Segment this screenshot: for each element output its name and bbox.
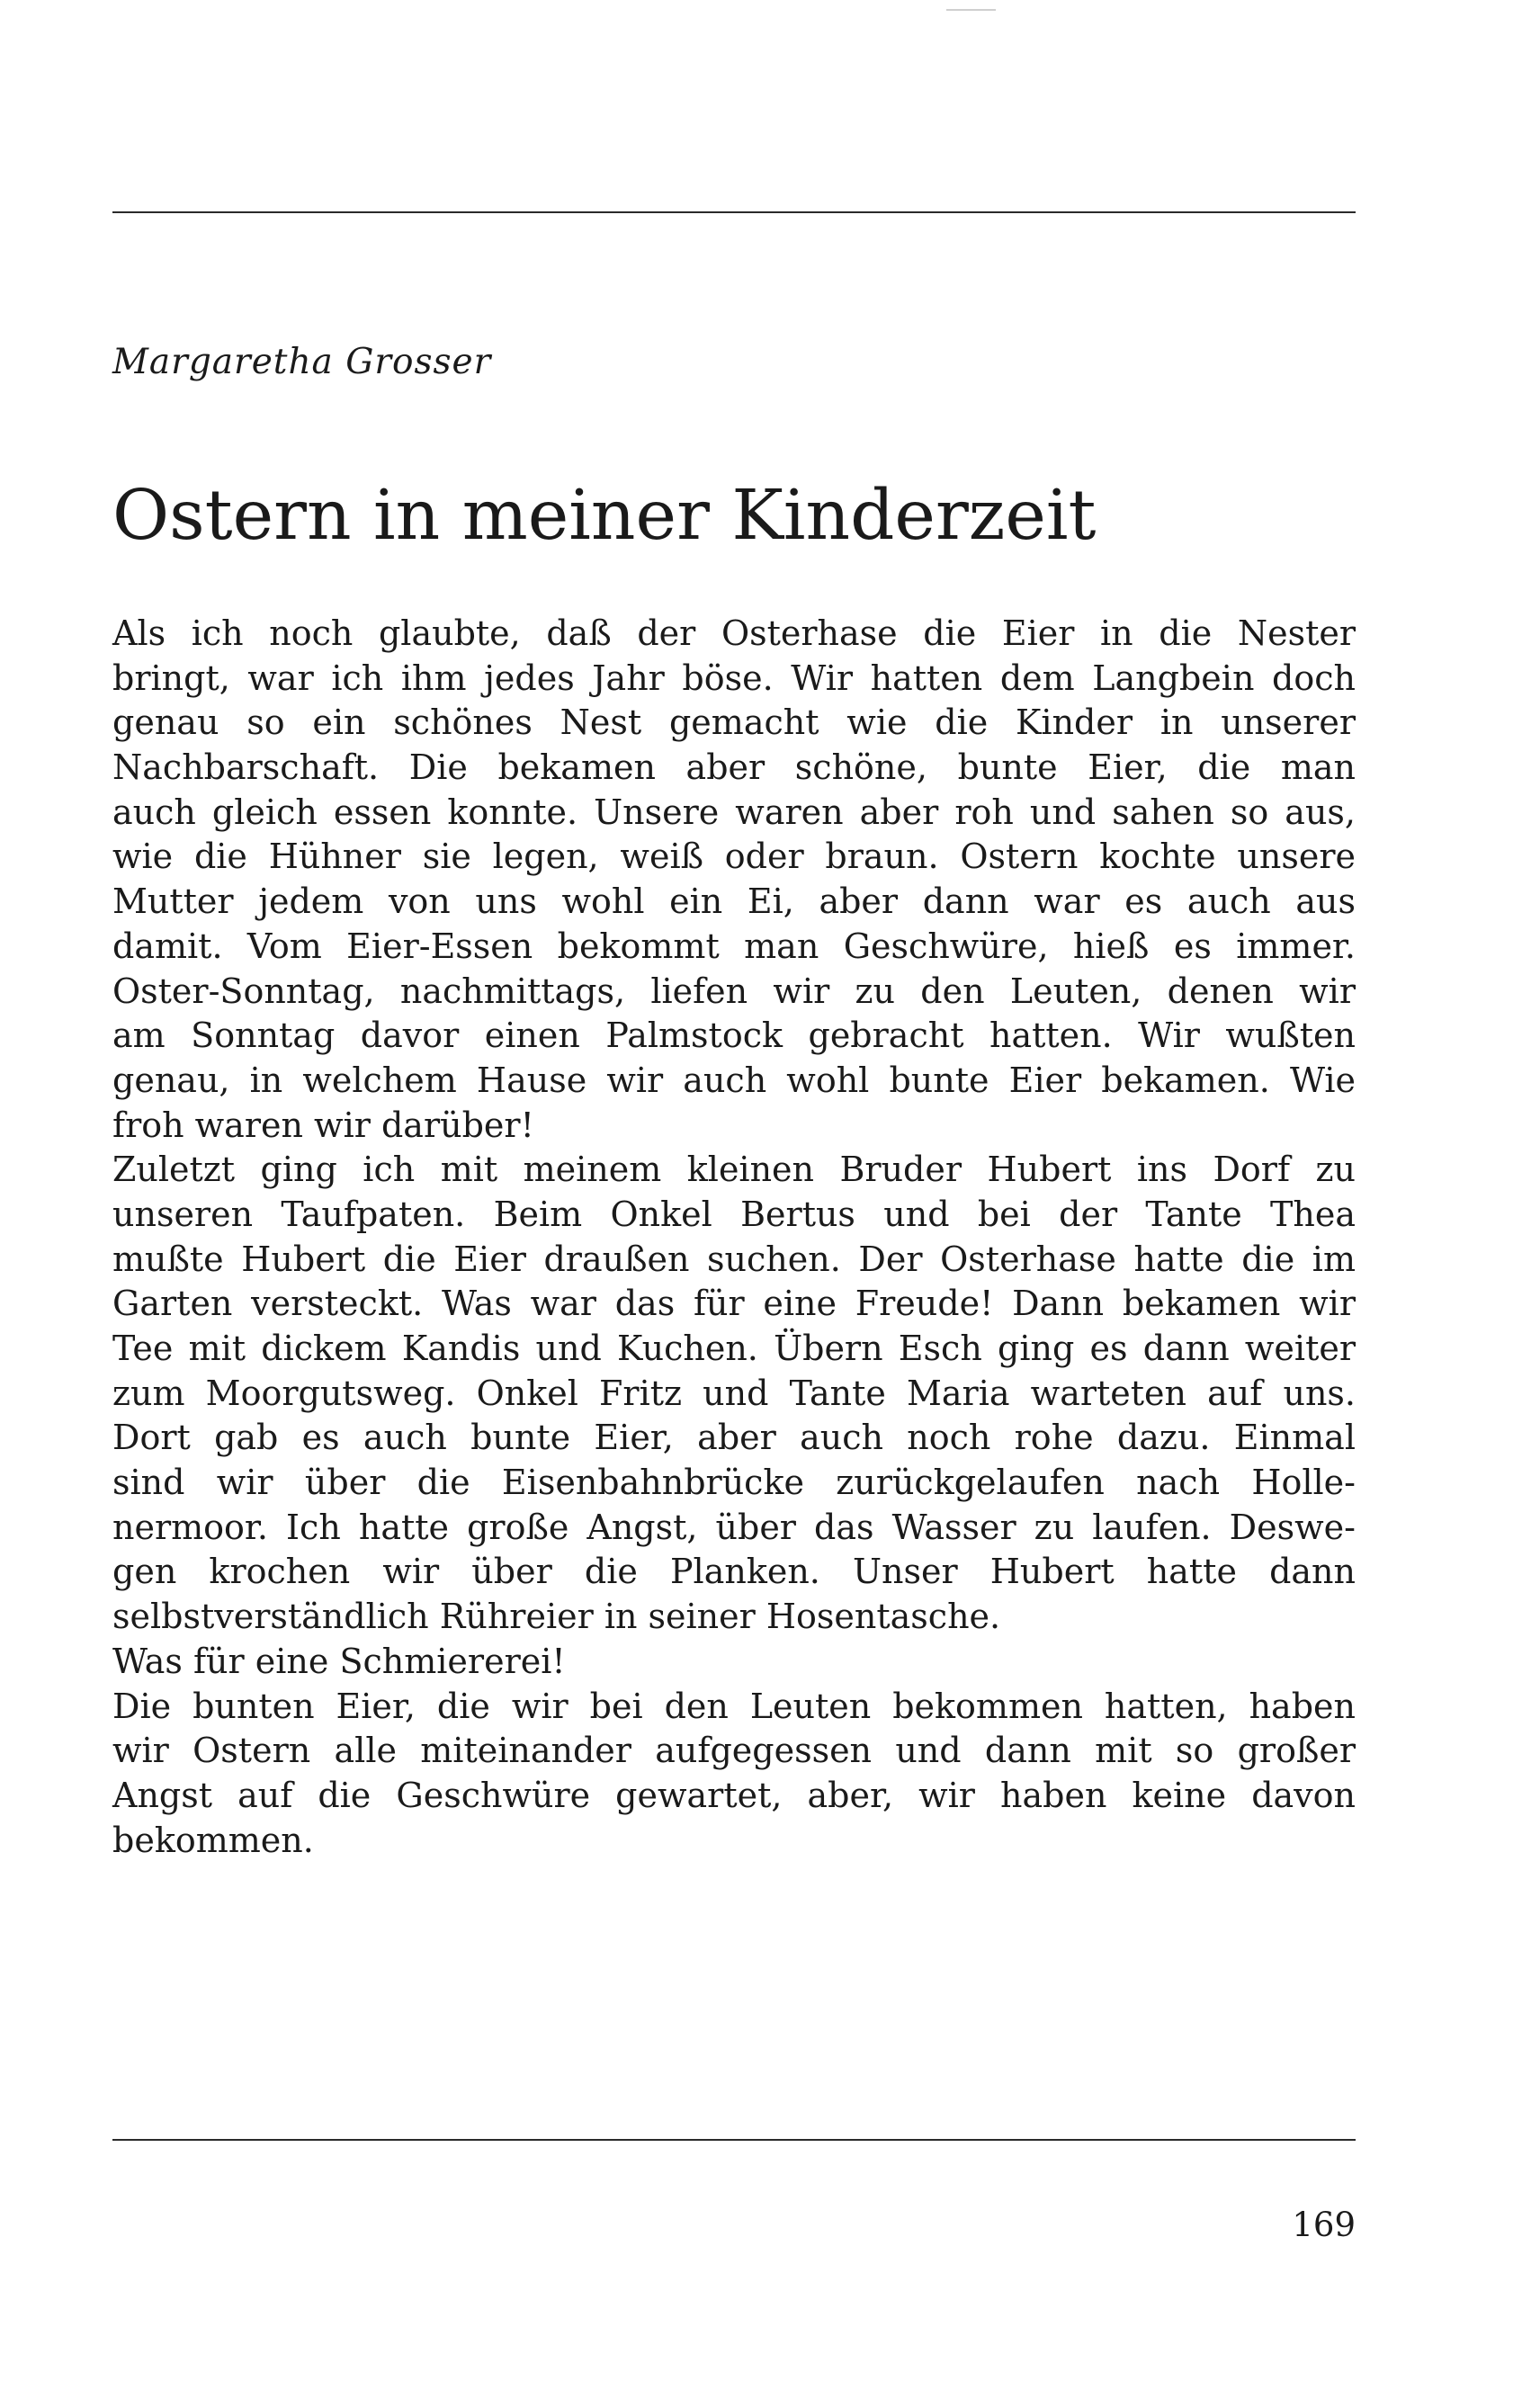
text-line: Tee mit dickem Kandis und Kuchen. Übern Esch ging es dann weiter (112, 1329, 1356, 1368)
text-line: Nachbarschaft. Die bekamen aber schöne, bunte Eier, die man (112, 747, 1356, 788)
text-line: damit. Vom Eier-Essen bekommt man Geschwüre, hieß es immer. (112, 926, 1356, 966)
text-line: auch gleich essen konnte. Unsere waren aber roh und sahen so aus, (112, 792, 1356, 832)
article-title: Ostern in meiner Kinderzeit (112, 476, 1097, 556)
text-line: genau, in welchem Hause wir auch wohl bunte Eier bekamen. Wie (112, 1060, 1356, 1100)
text-line: gen krochen wir über die Planken. Unser Hubert hatte dann (112, 1552, 1356, 1592)
text-line: wir Ostern alle miteinander aufgegessen und dann mit so großer (112, 1731, 1356, 1771)
text-line: selbstverständlich Rühreier in seiner Hosentasche. (112, 1597, 1001, 1637)
text-line: unseren Taufpaten. Beim Onkel Bertus und bei der Tante Thea (112, 1194, 1356, 1234)
page-number: 169 (1292, 2206, 1356, 2244)
text-line: zum Moorgutsweg. Onkel Fritz und Tante Maria warteten auf uns. (112, 1373, 1356, 1413)
text-line: am Sonntag davor einen Palmstock gebracht hatten. Wir wußten (112, 1016, 1356, 1056)
text-line: Dort gab es auch bunte Eier, aber auch noch rohe dazu. Einmal (112, 1418, 1356, 1458)
bottom-rule (112, 2139, 1356, 2141)
text-line: wie die Hühner sie legen, weiß oder braun. Ostern kochte unsere (112, 837, 1356, 877)
author-name: Margaretha Grosser (112, 342, 492, 382)
text-line: Die bunten Eier, die wir bei den Leuten bekommen hatten, haben (112, 1686, 1356, 1726)
text-line: Angst auf die Geschwüre gewartet, aber, wir haben keine davon (112, 1775, 1356, 1815)
text-line: froh waren wir darüber! (112, 1105, 534, 1145)
crop-mark (946, 9, 996, 11)
article-body (112, 612, 1356, 1863)
text-line: bringt, war ich ihm jedes Jahr böse. Wir hatten dem Langbein doch (112, 658, 1356, 698)
text-line: Zuletzt ging ich mit meinem kleinen Bruder Hubert ins Dorf zu (112, 1150, 1356, 1190)
top-rule (112, 211, 1356, 213)
text-line: Was für eine Schmiererei! (112, 1641, 566, 1681)
text-line: bekommen. (112, 1820, 314, 1860)
text-line: Als ich noch glaubte, daß der Osterhase die Eier in die Nester (112, 613, 1356, 653)
text-line: nermoor. Ich hatte große Angst, über das Wasser zu laufen. Deswe- (112, 1507, 1356, 1547)
text-line: Oster-Sonntag, nachmittags, liefen wir zu den Leuten, denen wir (112, 971, 1356, 1011)
text-line: genau so ein schönes Nest gemacht wie die Kinder in unserer (112, 702, 1356, 743)
text-line: Mutter jedem von uns wohl ein Ei, aber dann war es auch aus (112, 881, 1356, 922)
text-line: Garten versteckt. Was war das für eine Freude! Dann bekamen wir (112, 1284, 1356, 1324)
text-line: sind wir über die Eisenbahnbrücke zurückgelaufen nach Holle- (112, 1463, 1356, 1503)
text-line: mußte Hubert die Eier draußen suchen. Der Osterhase hatte die im (112, 1239, 1356, 1279)
